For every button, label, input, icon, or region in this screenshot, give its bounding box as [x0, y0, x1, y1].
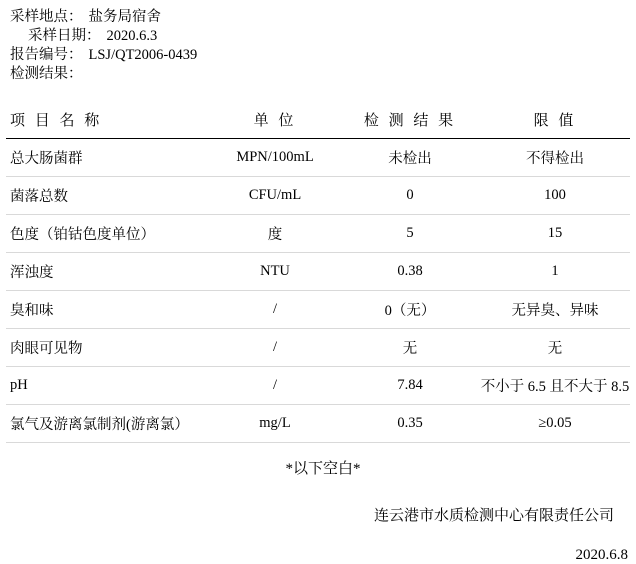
report-number-value: LSJ/QT2006-0439 [88, 47, 198, 63]
cell-result: 5 [340, 215, 480, 253]
result-heading-label: 检测结果： [10, 66, 83, 82]
column-header-unit: 单 位 [210, 100, 340, 139]
cell-item: 色度（铂钴色度单位） [6, 215, 210, 253]
cell-limit: 不小于 6.5 且不大于 8.5 [480, 367, 630, 405]
sampling-date-line [6, 27, 636, 46]
cell-limit: 无 [480, 329, 630, 367]
cell-result: 0.38 [340, 253, 480, 291]
cell-unit: MPN/100mL [210, 139, 340, 177]
cell-item: 浑浊度 [6, 253, 210, 291]
table-row [6, 253, 630, 291]
issue-date: 2020.6.8 [575, 547, 628, 563]
table-row [6, 177, 630, 215]
cell-limit: 15 [480, 215, 630, 253]
cell-unit: CFU/mL [210, 177, 340, 215]
cell-unit: 度 [210, 215, 340, 253]
cell-item: 臭和味 [6, 291, 210, 329]
results-table-body [6, 139, 630, 443]
table-row [6, 139, 630, 177]
cell-item: 菌落总数 [6, 177, 210, 215]
cell-unit: NTU [210, 253, 340, 291]
cell-item: 氯气及游离氯制剂(游离氯） [6, 405, 210, 443]
results-table [6, 100, 630, 443]
cell-item: pH [6, 367, 210, 405]
cell-limit: 1 [480, 253, 630, 291]
table-header-row [6, 100, 630, 139]
results-table-head [6, 100, 630, 139]
cell-unit: / [210, 329, 340, 367]
table-row [6, 291, 630, 329]
table-row [6, 329, 630, 367]
report-number-label: 报告编号： [10, 47, 83, 63]
sampling-location-label: 采样地点： [10, 9, 83, 25]
sampling-date-value: 2020.6.3 [106, 28, 158, 44]
cell-item: 总大肠菌群 [6, 139, 210, 177]
column-header-result: 检 测 结 果 [340, 100, 480, 139]
cell-result: 0.35 [340, 405, 480, 443]
cell-item: 肉眼可见物 [6, 329, 210, 367]
sampling-date-label: 采样日期： [28, 28, 101, 44]
cell-limit: 不得检出 [480, 139, 630, 177]
sampling-location-line [6, 8, 636, 27]
cell-limit: 100 [480, 177, 630, 215]
report-footer [0, 457, 636, 564]
cell-result: 未检出 [340, 139, 480, 177]
cell-result: 7.84 [340, 367, 480, 405]
column-header-item: 项 目 名 称 [6, 100, 210, 139]
cell-unit: / [210, 291, 340, 329]
cell-result: 0 [340, 177, 480, 215]
result-heading-line [6, 65, 636, 84]
cell-result: 0（无） [340, 291, 480, 329]
issuing-company: 连云港市水质检测中心有限责任公司 [373, 508, 614, 524]
cell-unit: / [210, 367, 340, 405]
table-row [6, 367, 630, 405]
table-row [6, 215, 630, 253]
table-row [6, 405, 630, 443]
cell-unit: mg/L [210, 405, 340, 443]
column-header-limit: 限 值 [480, 100, 630, 139]
sampling-location-value: 盐务局宿舍 [88, 9, 161, 25]
cell-limit: 无异臭、异味 [480, 291, 630, 329]
cell-limit: ≥0.05 [480, 405, 630, 443]
blank-note: *以下空白* [285, 461, 361, 477]
report-header [0, 0, 636, 84]
report-number-line [6, 46, 636, 65]
cell-result: 无 [340, 329, 480, 367]
